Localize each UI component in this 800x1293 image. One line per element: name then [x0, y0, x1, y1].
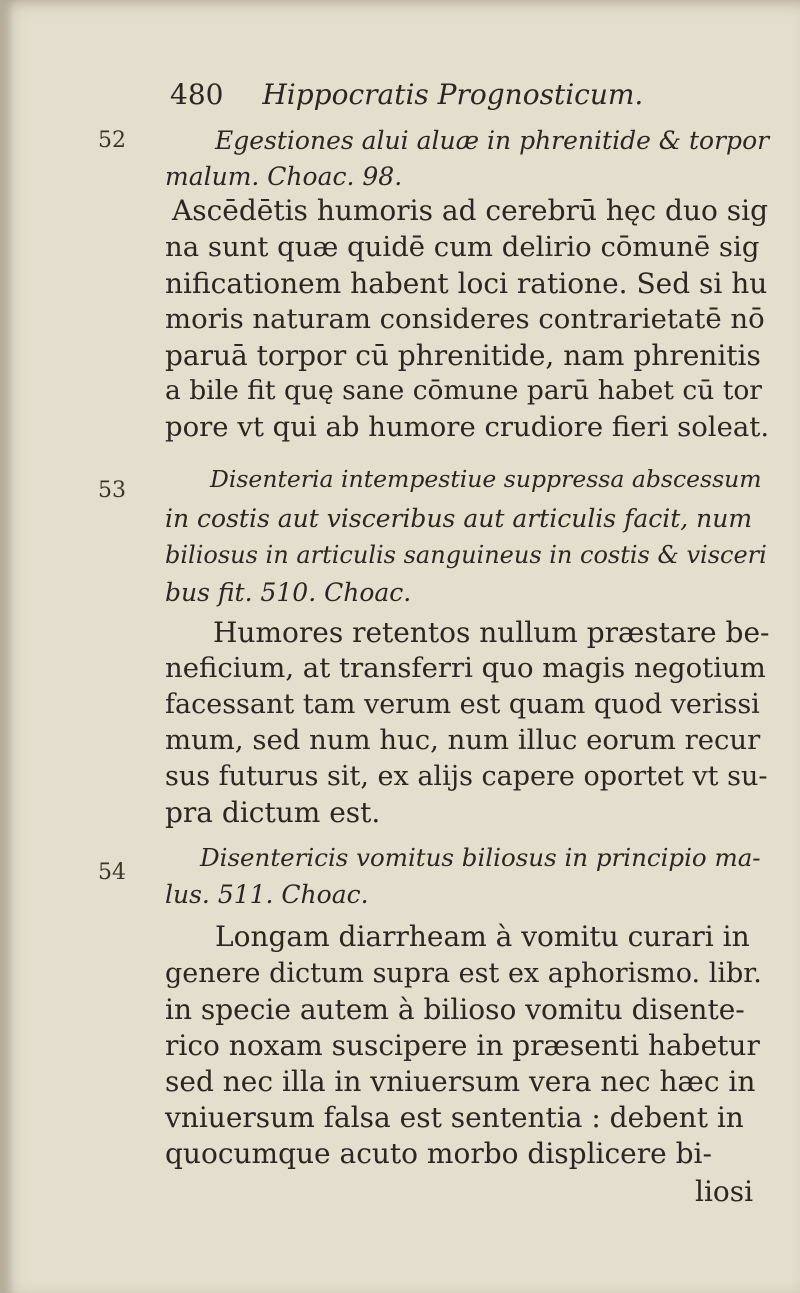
body-line: in specie autem à bilioso vomitu disente- — [165, 993, 745, 1026]
body-line: nificationem habent loci ratione. Sed si hu — [165, 267, 768, 300]
body-line: pra dictum est. — [165, 796, 381, 829]
heading-line: Egestiones alui aluæ in phrenitide & torpor — [215, 126, 770, 155]
body-line: moris naturam consideres contrarietatē nō — [165, 303, 765, 335]
body-line: a bile fit quę sane cōmune parū habet cū tor — [165, 375, 762, 406]
body-line: vniuersum falsa est sententia : debent in — [165, 1101, 744, 1134]
body-line: sus futurus sit, ex alijs capere oportet vt su- — [165, 761, 768, 792]
heading-line: Disenteria intempestiue suppressa abscessum — [210, 465, 762, 493]
heading-line: Disentericis vomitus biliosus in principio ma- — [200, 843, 761, 872]
body-line: sed nec illa in vniuersum vera nec hæc in — [165, 1065, 756, 1098]
body-line: Humores retentos nullum præstare be- — [213, 616, 770, 649]
body-line: genere dictum supra est ex aphorismo. libr. — [165, 958, 762, 989]
body-line: Ascēdētis humoris ad cerebrū hęc duo sig — [172, 194, 769, 227]
margin-number-52: 52 — [98, 128, 126, 153]
running-title: Hippocratis Prognosticum. — [262, 78, 644, 111]
body-line: neficium, at transferri quo magis negotium — [165, 652, 766, 684]
heading-line: in costis aut visceribus aut articulis facit, num — [165, 504, 753, 533]
heading-line: malum. Choac. 98. — [165, 162, 403, 191]
heading-line: lus. 511. Choac. — [165, 880, 369, 909]
body-line: paruā torpor cū phrenitide, nam phrenitis — [165, 339, 761, 372]
page-number: 480 — [170, 78, 224, 111]
body-line: mum, sed num huc, num illuc eorum recur — [165, 724, 761, 756]
body-line: Longam diarrheam à vomitu curari in — [215, 920, 750, 953]
heading-line: bus fit. 510. Choac. — [165, 578, 412, 607]
body-line: rico noxam suscipere in præsenti habetur — [165, 1029, 760, 1062]
body-line: pore vt qui ab humore crudiore fieri soleat. — [165, 411, 770, 443]
heading-line: biliosus in articulis sanguineus in costis & visceri — [165, 541, 767, 569]
page-header — [170, 78, 770, 111]
margin-number-54: 54 — [98, 860, 126, 885]
body-line: quocumque acuto morbo displicere bi- — [165, 1137, 712, 1170]
body-line: facessant tam verum est quam quod verissi — [165, 689, 760, 720]
margin-number-53: 53 — [98, 478, 126, 503]
catchword: liosi — [695, 1175, 754, 1208]
body-line: na sunt quæ quidē cum delirio cōmunē sig — [165, 231, 760, 263]
